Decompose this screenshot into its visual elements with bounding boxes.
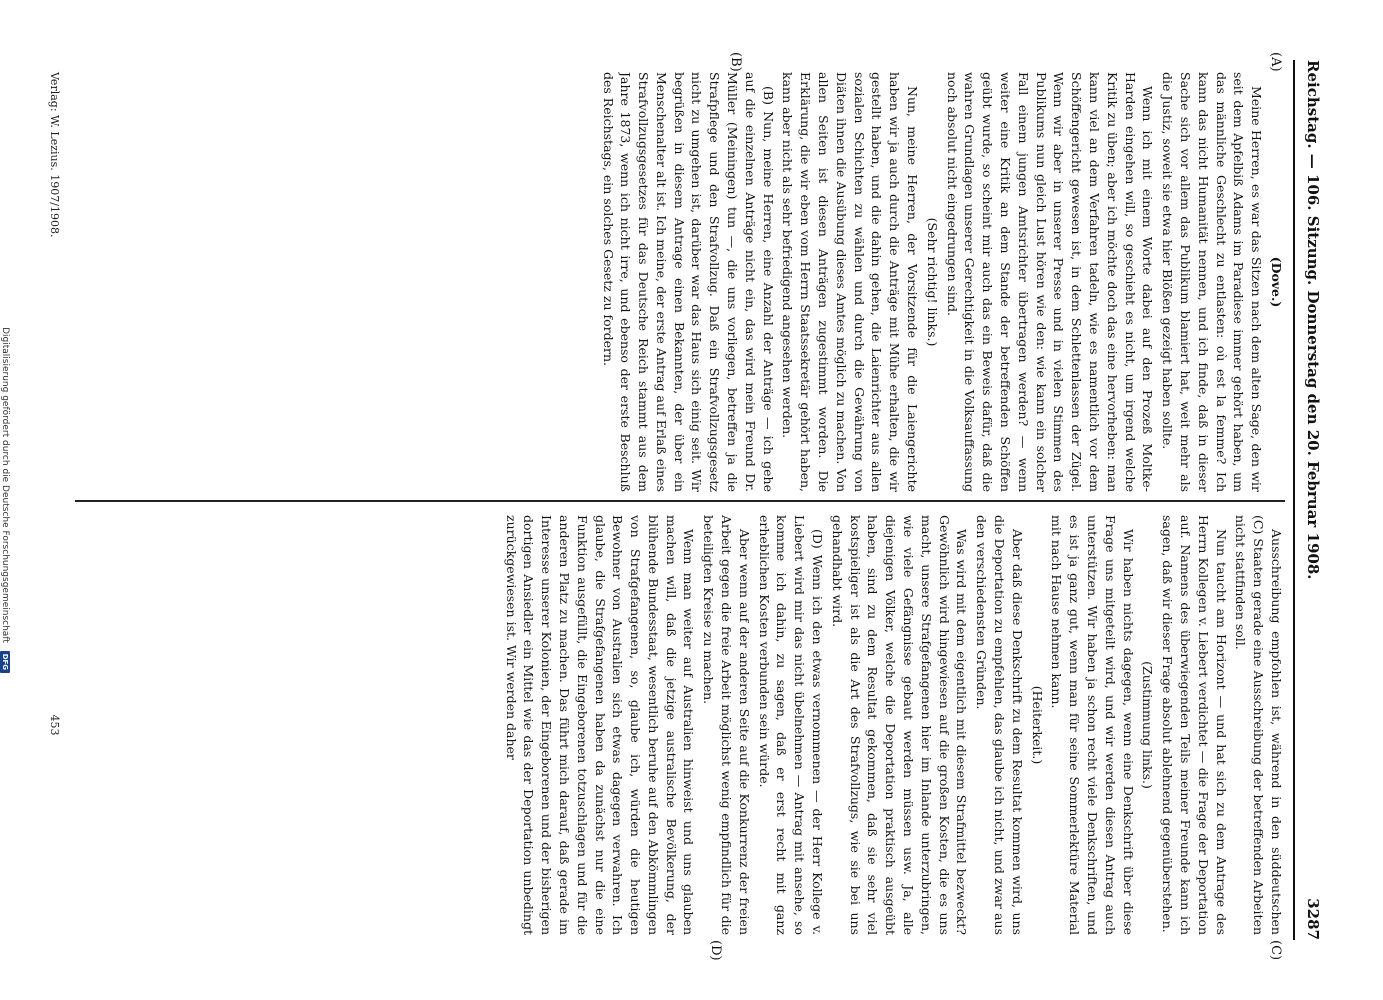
paragraph: Nun taucht am Horizont — und hat sich zu dem Antrage des Herrn Kollegen v. Liebert verdichtet — die Frage der Deportation auf. Namens des überwiegenden Teils meiner Freunde kann ich sagen, daß wir dieser Frage absolut ablehnend gegenüberstehen.	[1160, 515, 1229, 935]
dfg-logo-icon: DFG	[1, 651, 11, 673]
paragraph: Nun, meine Herren, der Vorsitzende für die Laiengerichte haben wir ja auch durch die Anträge mit Mühe erhalten, die wir gestellt haben, und die dahin gehen, die Laienrichter aus allen sozialen Schichten zu wählen und durch die Gewährung von Diäten ihnen die Ausübung dieses Amtes möglich zu machen. Von allen Seiten ist diesen Anträgen zugestimmt worden. Die Erklärung, die wir eben vom Herrn Staatssekretär gehört haben, kann aber nicht als sehr befriedigend angesehen werden.	[780, 72, 921, 492]
right-column	[50, 515, 1285, 935]
paragraph: Ausschreibung empfohlen ist, während in den süddeutschen (C) Staaten gerade eine Ausschreibung der betreffenden Arbeiten nicht stattfinden soll.	[1233, 515, 1284, 935]
paragraph: Wir haben nichts dagegen, wenn eine Denkschrift über diese Frage uns mitgeteilt wird, und wir werden diesen Antrag auch unterstützen. Wir haben ja schon recht viele Denkschriften, und es ist ja ganz gut, wenn man für seine Sommerlektüre Material mit nach Hause nehmen kann.	[1049, 515, 1136, 935]
paragraph: Aber wenn auf der anderen Seite auf die Konkurrenz der freien Arbeit gegen die freie Arbeit möglichst wenig empfindlich für die beteiligten Kreise zu machen.	[701, 515, 752, 935]
speaker-name: (Dove.)	[1269, 256, 1284, 308]
header-title: Reichstag. — 106. Sitzung. Donnerstag den 20. Februar 1908.	[1304, 60, 1322, 580]
paragraph: (B) Nun, meine Herren, eine Anzahl der Anträge — ich gehe auf die einzelnen Anträge nicht ein, das wird mein Freund Dr. Müller (Meiningen) tun —, die uns vorliegen, betreffen ja die Strafpflege und den Strafvollzug. Daß ein Strafvollzugsgesetz nicht zu umgehen ist, darüber war das Haus sich einig seit. Wir begrüßen in diesem Antrage einen Bekannten, der über ein Menschenalter alt ist. Ich meine, der erste Antrag auf Erlaß eines Strafvollzugsgesetzes für das Deutsche Reich stammt aus dem Jahre 1873, wenn ich nicht irre, und ebenso der erste Beschluß des Reichstags, ein solches Gesetz zu fordern.	[600, 72, 776, 492]
paragraph: Was wird mit dem eigentlich mit diesem Strafmittel bezweckt? Gewöhnlich wird hingewiesen auf die großen Kosten, die es uns macht, unsere Strafgefangenen hier im Inlande unterzubringen, wie viele Gefängnisse gebaut werden müssen usw. Ja, alle diejenigen Völker, welche die Deportation praktisch ausgeübt haben, sind zu dem Resultat gekommen, daß sie sehr viel kostspieliger ist als die Art des Strafvollzugs, wie sie bei uns gehandhabt wird.	[829, 515, 970, 935]
page-number: 453	[48, 714, 61, 736]
paragraph: Wenn man weiter auf Australien hinweist und uns glauben machen will, daß die jetzige australische Bevölkerung, der blühende Bundesstaat, wesentlich beruhe auf den Abkömmlingen von Strafgefangenen, so, glaube ich, würden die heutigen Bewohner von Australien sich etwas dagegen verwahren. Ich glaube, die Strafgefangenen haben da zunächst nur die eine Funktion ausgefüllt, die Eingeborenen totzuschlagen und für die anderen Platz zu machen. Das führt mich darauf, daß gerade im Interesse unserer Kolonien, der Eingeborenen und der bisherigen dortigen Ansiedler ein Mittel wie das der Deportation unbedingt zurückgewiesen ist. Wir werden daher	[503, 515, 697, 935]
paragraph: Wenn ich mit einem Worte dabei auf den Prozeß Moltke-Harden eingehen will, so geschieht es nicht, um irgend welche Kritik zu üben; aber ich möchte doch das eine hervorheben: man kann viel an dem Verfahren tadeln, wie es namentlich vor dem Schöffengericht gewesen ist, in dem Schlettenlassen der Zügel. Wenn wir aber in unserer Presse und in vielen Stimmen des Publikums nun gleich Lust hören wie den: wie kann ein solcher Fall einem jungen Amtsrichter übertragen werden? — wenn weiter eine Kritik an dem Stande der betreffenden Schöffen geübt wurde, so scheint mir auch das ein Beweis dafür, daß die wahren Grundlagen unserer Gerechtigkeit in die Volksauffassung noch absolut nicht eingedrungen sind.	[944, 72, 1156, 492]
left-column	[50, 72, 1285, 492]
paragraph: Meine Herren, es war das Sitzen nach dem alten Sage, den wir seit dem Apfelbiß Adams im Paradiese immer gehört haben, um das männliche Geschlecht zu entlasten: où est la femme? Ich kann das nicht Humanität nennen, und ich finde, daß in dieser Sache sich vor allem das Publikum blamiert hat, weit mehr als die Justiz, soweit sie etwa hier Blößen gezeigt haben sollte.	[1160, 72, 1265, 492]
header-rule	[1293, 60, 1295, 940]
paragraph: Aber daß diese Denkschrift zu dem Resultat kommen wird, uns die Deportation zu empfehlen, das glaube ich nicht, und zwar aus den verschiedensten Gründen.	[974, 515, 1025, 935]
paragraph: (D) Wenn ich den etwas vernommenen — der Herr Kollege v. Liebert wird mir das nicht übelnehmen — Antrag mit ansehe, so komme ich dahin, zu sagen, daß er erst recht mit ganz erheblichen Kosten verbunden sein würde.	[756, 515, 826, 935]
margin-mark-b: (B)	[728, 52, 743, 72]
column-divider	[75, 500, 1285, 502]
margin-mark-a: (A)	[1268, 52, 1283, 72]
interjection: (Heiterkeit.)	[1029, 685, 1045, 765]
interjection: (Sehr richtig! links.)	[924, 217, 940, 347]
digitization-credit	[0, 0, 11, 1000]
interjection: (Zustimmung links.)	[1140, 661, 1156, 789]
header-page-number: 3287	[1304, 898, 1322, 940]
margin-mark-c: (C)	[1268, 940, 1283, 961]
credit-text: Digitalisierung gefördert durch die Deutsche Forschungsgemeinschaft	[0, 327, 11, 643]
publisher-footer: Verlag: W. Lezius. 1907/1908.	[48, 72, 61, 238]
margin-mark-d: (D)	[708, 940, 723, 961]
running-header	[1298, 60, 1328, 940]
